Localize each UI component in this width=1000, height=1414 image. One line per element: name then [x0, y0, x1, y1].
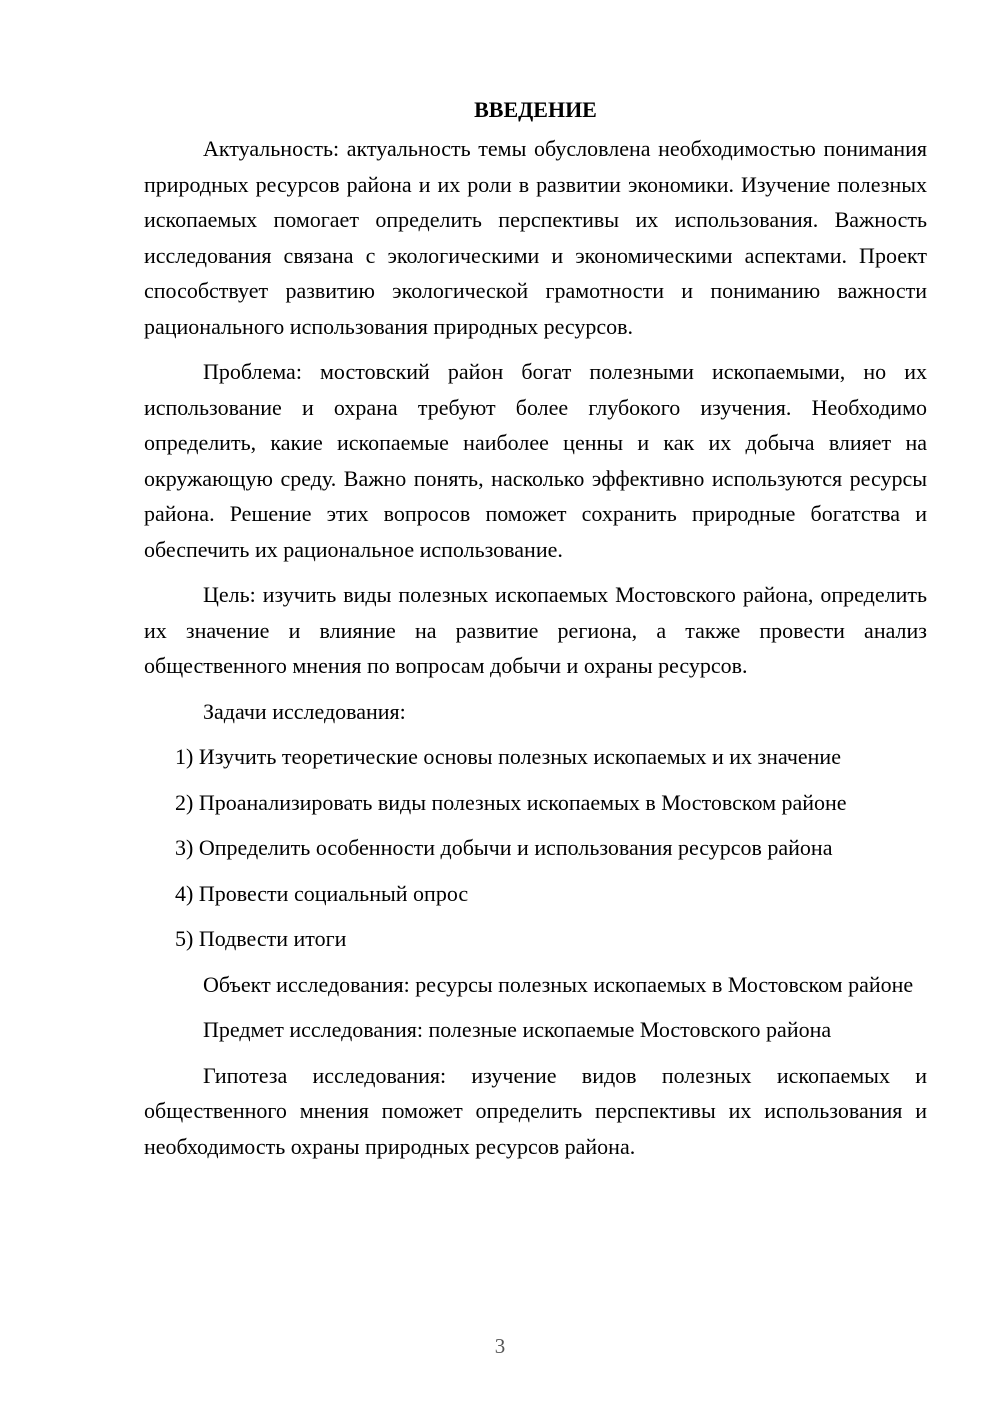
task-item: 1) Изучить теоретические основы полезных ископаемых и их значение — [175, 744, 841, 769]
tasks-heading: Задачи исследования: — [203, 698, 406, 724]
task-item: 4) Провести социальный опрос — [175, 880, 469, 906]
page-title: ВВЕДЕНИЕ — [474, 97, 597, 122]
hypothesis-paragraph: Гипотеза исследования: изучение видов полезных ископаемых и общественного мнения поможет определить перспективы их использования и необходимость охраны природных ресурсов района. — [144, 1062, 927, 1159]
object-paragraph: Объект исследования: ресурсы полезных ископаемых в Мостовском районе — [203, 971, 914, 997]
task-item: 5) Подвести итоги — [175, 926, 347, 951]
page-number: 3 — [494, 1334, 506, 1358]
relevance-paragraph: Актуальность: актуальность темы обусловлена необходимостью понимания природных ресурсов района и их роли в развитии экономики. Изучение полезных ископаемых помогает определить перспективы их использования. Важность исследования связана с экологическими и экономическими аспектами. Проект способствует развитию экологической грамотности и пониманию важности рационального использования природных ресурсов. — [144, 136, 927, 339]
problem-paragraph: Проблема: мостовский район богат полезными ископаемыми, но их использование и охрана требуют более глубокого изучения. Необходимо определить, какие ископаемые наиболее ценны и как их добыча влияет на окружающую среду. Важно понять, насколько эффективно используются ресурсы района. Решение этих вопросов поможет сохранить природные богатства и обеспечить их рациональное использование. — [144, 359, 927, 562]
goal-paragraph: Цель: изучить виды полезных ископаемых Мостовского района, определить их значение и влияние на развитие региона, а также провести анализ общественного мнения по вопросам добычи и охраны ресурсов. — [144, 582, 927, 678]
task-item: 2) Проанализировать виды полезных ископаемых в Мостовском районе — [175, 789, 847, 815]
document-body — [144, 92, 927, 1174]
subject-paragraph: Предмет исследования: полезные ископаемые Мостовского района — [203, 1017, 832, 1042]
task-item: 3) Определить особенности добычи и использования ресурсов района — [175, 835, 833, 860]
